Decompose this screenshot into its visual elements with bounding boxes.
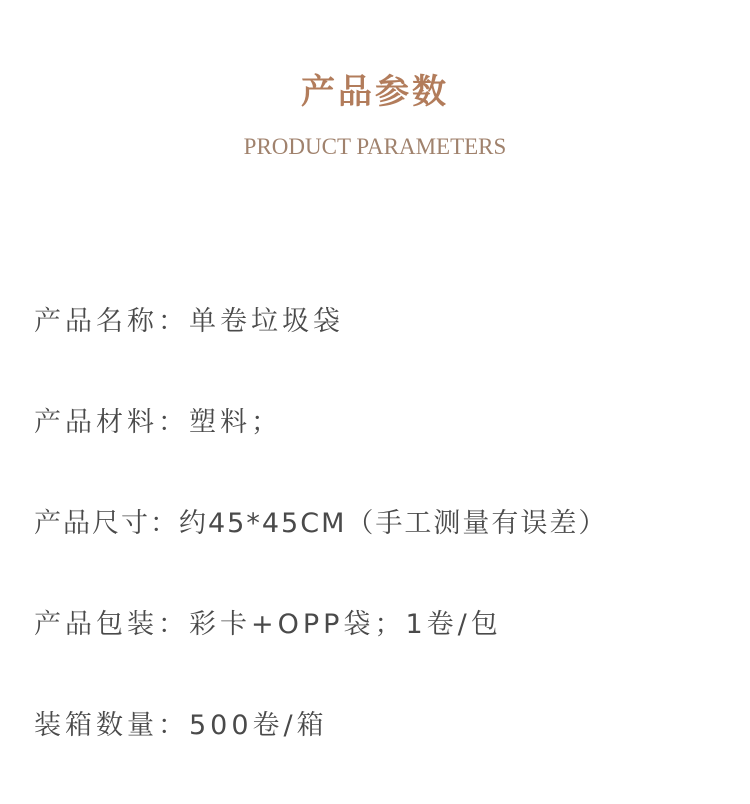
- param-row-size: [34, 504, 734, 544]
- param-row-material: [34, 403, 734, 443]
- param-label: 装箱数量：: [34, 710, 189, 741]
- param-value: 彩卡+OPP袋；1卷/包: [189, 609, 502, 640]
- page-subtitle: PRODUCT PARAMETERS: [243, 134, 507, 159]
- param-value: 约45*45CM（手工测量有误差）: [179, 508, 608, 539]
- param-label: 产品材料：: [34, 407, 189, 438]
- param-value: 500卷/箱: [189, 710, 328, 741]
- param-label: 产品包装：: [34, 609, 189, 640]
- param-row-name: [34, 302, 734, 342]
- page-title: 产品参数: [301, 72, 449, 112]
- param-row-packaging: [34, 605, 734, 645]
- param-row-carton-quantity: [34, 706, 734, 746]
- param-label: 产品名称：: [34, 306, 189, 337]
- param-label: 产品尺寸：: [34, 508, 179, 539]
- param-value: 单卷垃圾袋: [189, 306, 344, 337]
- param-value: 塑料；: [189, 407, 282, 438]
